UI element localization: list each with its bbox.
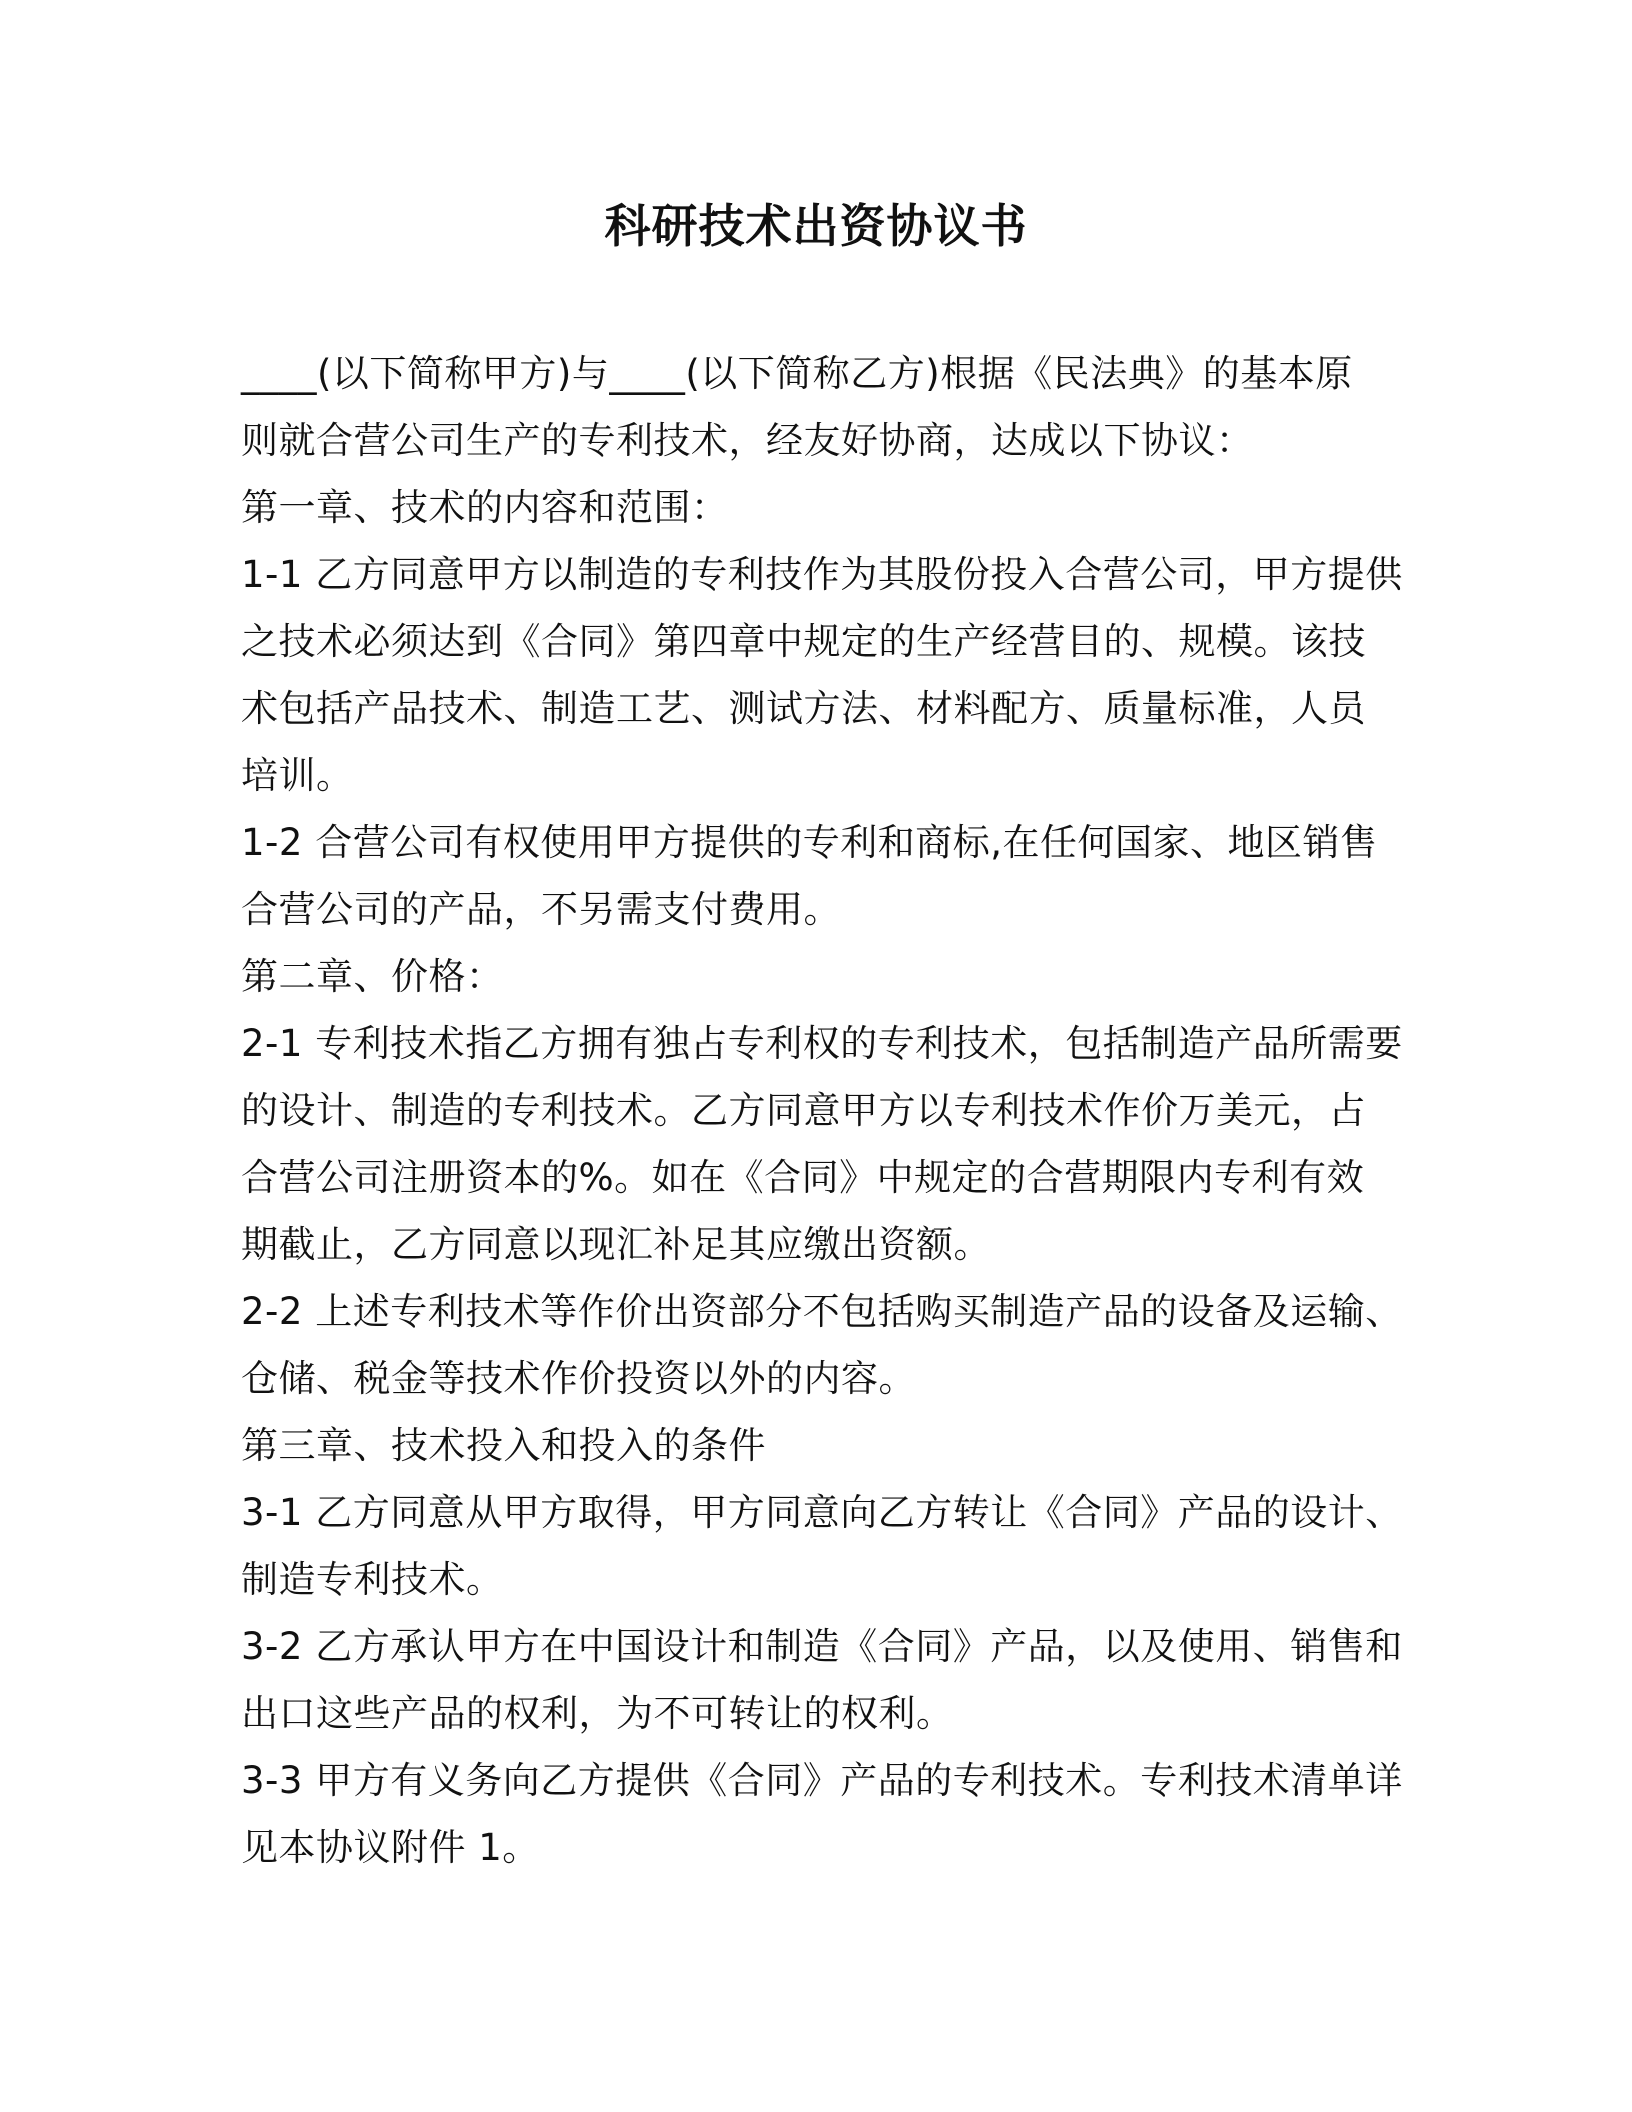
- text-line: 制造专利技术。: [241, 1558, 504, 1601]
- chapter-heading: 第一章、技术的内容和范围：: [241, 486, 729, 529]
- text-line: 术包括产品技术、制造工艺、测试方法、材料配方、质量标准，人员: [241, 687, 1366, 730]
- text-line: 3-3 甲方有义务向乙方提供《合同》产品的专利技术。专利技术清单详: [241, 1759, 1403, 1802]
- text-line: 之技术必须达到《合同》第四章中规定的生产经营目的、规模。该技: [241, 620, 1366, 663]
- chapter-heading: 第二章、价格：: [241, 955, 504, 998]
- text-line: 合营公司注册资本的%。如在《合同》中规定的合营期限内专利有效: [241, 1156, 1365, 1199]
- text-line: 的设计、制造的专利技术。乙方同意甲方以专利技术作价万美元，占: [241, 1089, 1366, 1132]
- document-title: 科研技术出资协议书: [604, 199, 1028, 253]
- document-body: [241, 340, 1403, 1881]
- text-line: 培训。: [241, 754, 354, 797]
- text-line: 2-1 专利技术指乙方拥有独占专利权的专利技术，包括制造产品所需要: [241, 1022, 1403, 1065]
- text-line: 2-2 上述专利技术等作价出资部分不包括购买制造产品的设备及运输、: [241, 1290, 1403, 1333]
- chapter-heading: 第三章、技术投入和投入的条件: [241, 1424, 766, 1467]
- text-line: 1-2 合营公司有权使用甲方提供的专利和商标,在任何国家、地区销售: [241, 821, 1378, 864]
- text-line: 仓储、税金等技术作价投资以外的内容。: [241, 1357, 916, 1400]
- text-line: ____(以下简称甲方)与____(以下简称乙方)根据《民法典》的基本原: [241, 352, 1353, 395]
- text-line: 则就合营公司生产的专利技术，经友好协商，达成以下协议：: [241, 419, 1254, 462]
- text-line: 期截止，乙方同意以现汇补足其应缴出资额。: [241, 1223, 991, 1266]
- text-line: 1-1 乙方同意甲方以制造的专利技作为其股份投入合营公司，甲方提供: [241, 553, 1403, 596]
- text-line: 3-1 乙方同意从甲方取得，甲方同意向乙方转让《合同》产品的设计、: [241, 1491, 1403, 1534]
- text-line: 3-2 乙方承认甲方在中国设计和制造《合同》产品，以及使用、销售和: [241, 1625, 1403, 1668]
- text-line: 出口这些产品的权利，为不可转让的权利。: [241, 1692, 954, 1735]
- text-line: 合营公司的产品，不另需支付费用。: [241, 888, 841, 931]
- text-line: 见本协议附件 1。: [241, 1826, 540, 1869]
